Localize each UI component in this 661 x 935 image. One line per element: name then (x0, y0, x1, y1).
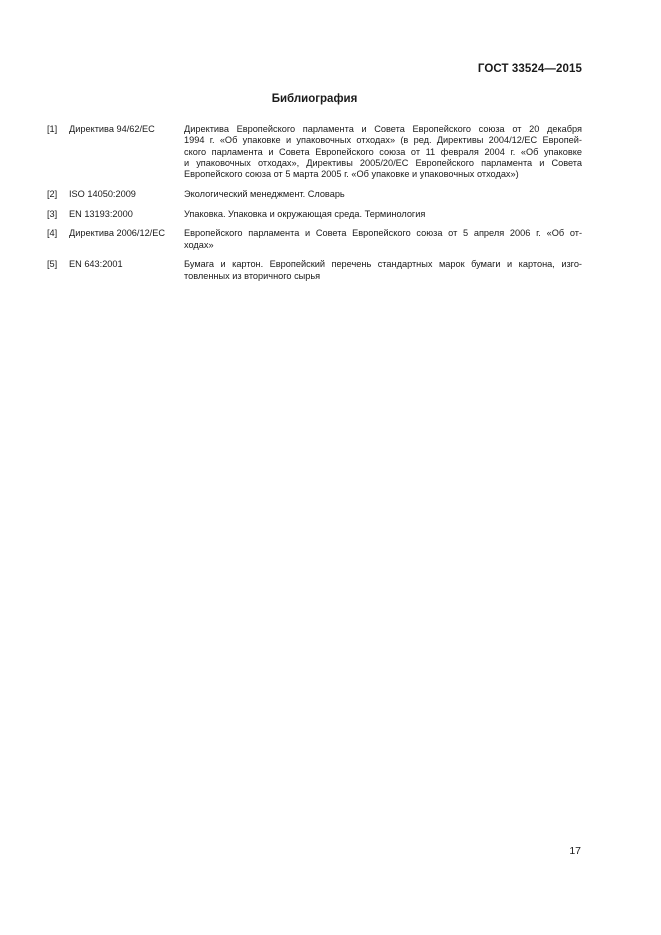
entry-code: ISO 14050:2009 (69, 188, 136, 199)
entry-code: Директива 94/62/ЕС (69, 124, 155, 134)
bibliography-entry (47, 228, 582, 251)
bibliography-entry (47, 124, 582, 180)
entry-description-line: Экологический менеджмент. Словарь (184, 188, 345, 199)
entry-description-line: ходах» (184, 239, 214, 250)
entry-number: [5] (47, 259, 58, 270)
entry-description-line: Директива Европейского парламента и Совета Европейского союза от 20 декабря (184, 124, 582, 134)
entry-description (184, 124, 582, 180)
entry-description (184, 228, 582, 251)
entry-number: [4] (47, 228, 58, 239)
entry-description-line: Европейского союза от 5 марта 2005 г. «Об упаковке и упаковочных отходах») (184, 169, 519, 180)
bibliography-entry (47, 189, 582, 200)
entry-description (184, 259, 582, 282)
entry-description-line: Бумага и картон. Европейский перечень стандартных марок бумаги и картона, изго- (184, 259, 582, 270)
entry-code: EN 13193:2000 (69, 208, 133, 219)
entry-code: Директива 2006/12/ЕС (69, 228, 166, 239)
entry-number: [3] (47, 208, 58, 219)
entry-number: [2] (47, 188, 58, 199)
entry-number: [1] (47, 124, 58, 134)
entry-description (184, 189, 582, 200)
entry-description-line: товленных из вторичного сырья (184, 270, 321, 281)
entry-description-line: 1994 г. «Об упаковке и упаковочных отходах» (в ред. Директивы 2004/12/ЕС Европей- (184, 135, 582, 146)
document-code: ГОСТ 33524—2015 (477, 63, 582, 75)
entry-description-line: ского парламента и Совета Европейского союза от 11 февраля 2004 г. «Об упаковке (184, 146, 582, 157)
section-title: Библиография (271, 93, 358, 105)
entry-description (184, 209, 582, 220)
entry-description-line: и упаковочных отходах», Директивы 2005/20/ЕС Европейского парламента и Совета (184, 157, 582, 168)
entry-description-line: Европейского парламента и Совета Европейского союза от 5 апреля 2006 г. «Об от- (184, 228, 582, 239)
page-number: 17 (569, 845, 581, 857)
bibliography-entry (47, 259, 582, 282)
entry-description-line: Упаковка. Упаковка и окружающая среда. Терминология (184, 208, 426, 219)
bibliography-entry (47, 209, 582, 220)
entry-code: EN 643:2001 (69, 259, 123, 270)
bibliography-list (47, 124, 582, 290)
